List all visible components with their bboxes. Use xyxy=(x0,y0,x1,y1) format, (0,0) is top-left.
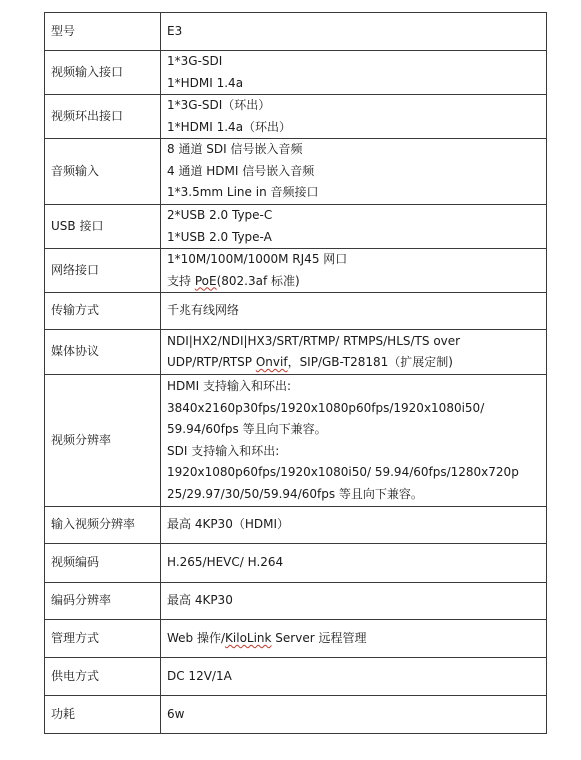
table-row xyxy=(45,205,547,249)
spec-value-line: 1*3G-SDI xyxy=(167,54,223,68)
table-row xyxy=(45,293,547,330)
table-row xyxy=(45,507,547,544)
table-row xyxy=(45,51,547,95)
spec-value xyxy=(161,205,547,249)
spec-value xyxy=(161,658,547,696)
spec-label: 输入视频分辨率 xyxy=(45,507,161,544)
spec-value-line: 1920x1080p60fps/1920x1080i50/ 59.94/60fps/1280x720p xyxy=(167,465,519,479)
spec-value-line: 6w xyxy=(167,706,185,721)
spec-value-line: 4 通道 HDMI 信号嵌入音频 xyxy=(167,163,315,178)
spec-value-line: 3840x2160p30fps/1920x1080p60fps/1920x1080i50/ xyxy=(167,400,485,415)
table-row xyxy=(45,139,547,205)
spec-value xyxy=(161,696,547,734)
spec-value xyxy=(161,507,547,544)
spec-value-line: 1*HDMI 1.4a（环出） xyxy=(167,119,292,134)
spec-value-line: E3 xyxy=(167,23,183,38)
spec-value-line: 59.94/60fps 等且向下兼容。 xyxy=(167,422,327,436)
spec-value-line: 1*3G-SDI（环出） xyxy=(167,98,271,112)
spec-label: 功耗 xyxy=(45,696,161,734)
spec-value-line: 支持 PoE(802.3af 标准) xyxy=(167,273,300,288)
table-row xyxy=(45,249,547,293)
spec-value-line: 1*10M/100M/1000M RJ45 网口 xyxy=(167,252,348,266)
spec-value-line: SDI 支持输入和环出: xyxy=(167,443,280,458)
spec-label: 媒体协议 xyxy=(45,330,161,375)
spec-label: 视频编码 xyxy=(45,544,161,583)
spec-value-line: 8 通道 SDI 信号嵌入音频 xyxy=(167,142,303,157)
spec-label: 传输方式 xyxy=(45,293,161,330)
table-row xyxy=(45,583,547,620)
spec-value xyxy=(161,95,547,139)
spec-value xyxy=(161,51,547,95)
spec-label: 视频分辨率 xyxy=(45,375,161,507)
spec-value-line: 1*3.5mm Line in 音频接口 xyxy=(167,185,319,200)
spec-value xyxy=(161,13,547,51)
table-row xyxy=(45,696,547,734)
spec-value xyxy=(161,249,547,293)
spec-label: 视频环出接口 xyxy=(45,95,161,139)
spec-value xyxy=(161,620,547,658)
spec-value xyxy=(161,330,547,375)
spec-label: 编码分辨率 xyxy=(45,583,161,620)
spec-value-line: HDMI 支持输入和环出: xyxy=(167,379,292,393)
spec-value xyxy=(161,375,547,507)
spec-value-line: 千兆有线网络 xyxy=(167,303,240,318)
spec-value-line: NDI|HX2/NDI|HX3/SRT/RTMP/ RTMPS/HLS/TS over xyxy=(167,333,461,348)
table-row xyxy=(45,620,547,658)
spec-value-line: 2*USB 2.0 Type-C xyxy=(167,208,273,222)
spec-table-body xyxy=(45,13,547,734)
table-row xyxy=(45,658,547,696)
spec-label: 供电方式 xyxy=(45,658,161,696)
spec-label: 型号 xyxy=(45,13,161,51)
spec-value xyxy=(161,293,547,330)
spec-label: 视频输入接口 xyxy=(45,51,161,95)
spec-value-line: Web 操作/KiloLink Server 远程管理 xyxy=(167,630,367,645)
spec-label: 网络接口 xyxy=(45,249,161,293)
table-row xyxy=(45,330,547,375)
spec-value xyxy=(161,139,547,205)
table-row xyxy=(45,375,547,507)
spec-value-line: 最高 4KP30 xyxy=(167,593,233,608)
spec-label: USB 接口 xyxy=(45,205,161,249)
spec-value-line: H.265/HEVC/ H.264 xyxy=(167,555,284,570)
spec-label: 管理方式 xyxy=(45,620,161,658)
table-row xyxy=(45,95,547,139)
spec-value xyxy=(161,544,547,583)
spec-table xyxy=(44,12,547,734)
spec-value xyxy=(161,583,547,620)
spec-value-line: DC 12V/1A xyxy=(167,668,232,683)
table-row xyxy=(45,544,547,583)
spec-value-line: UDP/RTP/RTSP Onvif，SIP/GB-T28181（扩展定制) xyxy=(167,355,453,369)
spec-value-line: 1*USB 2.0 Type-A xyxy=(167,229,272,244)
spec-value-line: 1*HDMI 1.4a xyxy=(167,75,244,90)
spec-label: 音频输入 xyxy=(45,139,161,205)
spec-value-line: 最高 4KP30（HDMI） xyxy=(167,517,289,532)
table-row xyxy=(45,13,547,51)
spec-value-line: 25/29.97/30/50/59.94/60fps 等且向下兼容。 xyxy=(167,486,423,501)
